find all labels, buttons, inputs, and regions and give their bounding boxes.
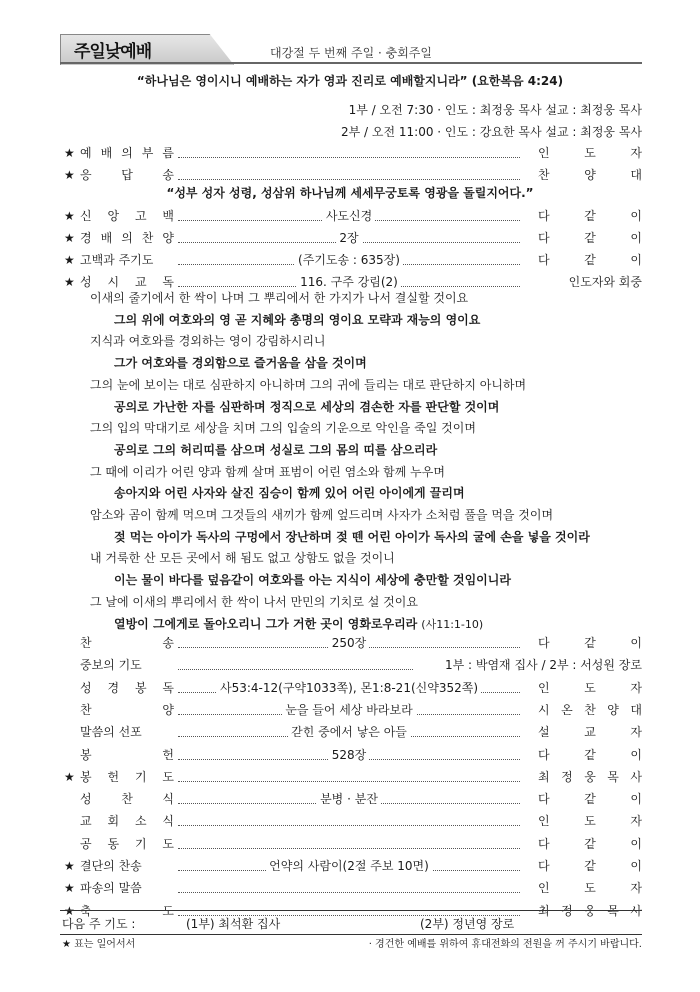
order-item-label: 공 동 기 도	[80, 836, 174, 851]
reading-line-congregation: 공의로 가난한 자를 심판하며 정직으로 세상의 겸손한 자를 판단할 것이며	[114, 399, 500, 414]
order-item-label: 성 경 봉 독	[80, 680, 174, 695]
order-item-label: 봉 헌	[80, 747, 174, 762]
order-item-label: 교 회 소 식	[80, 814, 174, 829]
stand-marker: ★	[64, 903, 75, 918]
leader-dots	[178, 179, 520, 180]
order-item-label: 경 배 의 찬 양	[80, 231, 174, 245]
stand-marker: ★	[64, 209, 75, 223]
stand-marker: ★	[64, 881, 75, 896]
footer-rule-bottom	[60, 934, 642, 935]
reading-line-leader: 그 날에 이새의 뿌리에서 한 싹이 나서 만민의 기치로 설 것이요	[90, 594, 418, 609]
order-item-label: 결단의 찬송	[80, 859, 142, 873]
reading-line-leader: 그의 입의 막대기로 세상을 치며 그의 입술의 기운으로 악인을 죽일 것이며	[90, 421, 476, 436]
reading-line-leader: 지식과 여호와를 경외하는 영이 강림하시리니	[90, 334, 326, 349]
next-prayer-1: (1부) 최석환 집사	[186, 917, 281, 931]
reading-line-congregation: 송아지와 어린 사자와 살진 짐승이 함께 있어 어린 아이에게 끌리며	[114, 486, 465, 501]
order-item-content: 눈을 들어 세상 바라보라	[282, 703, 415, 717]
order-item-label: 찬 양	[80, 702, 174, 717]
order-item-leader: 다 같 이	[538, 747, 642, 762]
reading-line-congregation: 열방이 그에게로 돌아오리니 그가 거한 곳이 영화로우리라 (사11:1-10)	[114, 616, 484, 631]
order-item-label: 축 도	[80, 903, 174, 918]
leader-dots	[178, 825, 520, 826]
order-item-content: 언약의 사람이(2절 주보 10면)	[266, 859, 432, 873]
section-header	[60, 32, 642, 64]
stand-marker: ★	[64, 168, 75, 182]
reading-line-congregation: 이는 물이 바다를 덮음같이 여호와를 아는 지식이 세상에 충만할 것임이니라	[114, 573, 511, 588]
next-prayer-label: 다음 주 기도 :	[62, 917, 136, 931]
section-title: 주일낮예배	[74, 42, 152, 62]
order-item-label: 응 답 송	[80, 168, 174, 182]
stand-marker: ★	[64, 231, 75, 245]
footer-rule-top	[60, 910, 642, 911]
order-item-leader: 최 정 웅 목 사	[538, 769, 642, 784]
leader-dots	[178, 669, 413, 670]
order-item-label: 찬 송	[80, 636, 174, 650]
order-item-label: 성 시 교 독	[80, 275, 174, 289]
reading-line-leader: 그 때에 이리가 어린 양과 함께 살며 표범이 어린 염소와 함께 누우며	[90, 464, 445, 479]
order-item-leader: 설 교 자	[538, 725, 642, 740]
stand-marker: ★	[64, 275, 75, 289]
order-item-leader: 인 도 자	[538, 881, 642, 896]
reading-line-congregation: 젖 먹는 아이가 독사의 구멍에서 장난하며 젖 뗀 어린 아이가 독사의 굴에 손을 넣을 것이라	[114, 529, 590, 544]
order-item-content: 사도신경	[323, 209, 375, 223]
order-item-label: 고백과 주기도	[80, 253, 154, 267]
order-item-label: 파송의 말씀	[80, 881, 142, 896]
order-item-leader: 최 정 웅 목 사	[538, 903, 642, 918]
reading-line-congregation: 그의 위에 여호와의 영 곧 지혜와 총명의 영이요 모략과 재능의 영이요	[114, 312, 481, 327]
order-item-leader: 다 같 이	[538, 209, 642, 223]
order-item-leader: 찬 양 대	[538, 168, 642, 182]
reading-line-congregation: 공의로 그의 허리띠를 삼으며 성실로 그의 몸의 띠를 삼으리라	[114, 442, 438, 457]
order-item-content: 갇힌 중에서 낳은 아들	[288, 725, 410, 739]
order-item-leader: 다 같 이	[538, 836, 642, 851]
stand-marker: ★	[64, 769, 75, 784]
order-item-leader: 다 같 이	[538, 636, 642, 650]
order-item-content: 116. 구주 강림(2)	[297, 275, 401, 289]
stand-marker: ★	[64, 146, 75, 160]
stand-marker: ★	[64, 859, 75, 873]
order-item-label: 중보의 기도	[80, 658, 142, 673]
header-rule	[60, 62, 642, 64]
reading-line-leader: 이새의 줄기에서 한 싹이 나며 그 뿌리에서 한 가지가 나서 결실할 것이요	[90, 291, 469, 305]
phone-note: · 경건한 예배를 위하여 휴대전화의 전원을 꺼 주시기 바랍니다.	[368, 939, 642, 950]
section-subtitle: 대강절 두 번째 주일 · 충회주일	[270, 46, 432, 60]
stand-marker: ★	[64, 253, 75, 267]
leader-dots	[178, 157, 520, 158]
next-prayer-2: (2부) 정년영 장로	[420, 917, 515, 931]
service-info-1: 1부 / 오전 7:30 · 인도 : 최정웅 목사 설교 : 최정웅 목사	[348, 103, 642, 117]
order-item-leader: 인 도 자	[538, 680, 642, 695]
order-item-leader: 다 같 이	[538, 792, 642, 807]
order-item-label: 말씀의 선포	[80, 725, 142, 740]
order-item-label: 신 앙 고 백	[80, 209, 174, 223]
order-item-label: 봉 헌 기 도	[80, 769, 174, 784]
order-item-label: 성 찬 식	[80, 792, 174, 807]
reading-line-leader: 내 거룩한 산 모든 곳에서 해 됨도 없고 상함도 없을 것이니	[90, 551, 395, 566]
reading-reference: (사11:1-10)	[421, 617, 484, 631]
service-info-2: 2부 / 오전 11:00 · 인도 : 강요한 목사 설교 : 최정웅 목사	[341, 125, 642, 139]
order-item-leader: 다 같 이	[538, 231, 642, 245]
order-item-content: 분병 · 분잔	[317, 792, 381, 806]
order-item-content: 528장	[329, 748, 370, 762]
reading-line-leader: 그의 눈에 보이는 대로 심판하지 아니하며 그의 귀에 들리는 대로 판단하지 아니하며	[90, 377, 527, 392]
leader-dots	[178, 848, 520, 849]
order-item-content: 2장	[336, 231, 361, 245]
theme-quote: “하나님은 영이시니 예배하는 자가 영과 진리로 예배할지니라” (요한복음 4:24)	[136, 74, 564, 88]
order-item-content: 사53:4-12(구약1033쪽), 몬1:8-21(신약352쪽)	[217, 681, 481, 695]
order-item-leader: 시 온 찬 양 대	[538, 702, 642, 717]
leader-dots	[178, 781, 520, 782]
doxology-quote: “성부 성자 성령, 성삼위 하나님께 세세무궁토록 영광을 돌릴지어다.”	[166, 186, 534, 200]
order-item-leader: 1부 : 박염재 집사 / 2부 : 서성원 장로	[444, 658, 642, 673]
order-item-leader: 인도자와 회중	[568, 275, 642, 289]
order-item-leader: 다 같 이	[538, 253, 642, 267]
reading-line-congregation: 그가 여호와를 경외함으로 즐거움을 삼을 것이며	[114, 356, 367, 371]
order-item-leader: 인 도 자	[538, 814, 642, 829]
order-item-content: (주기도송 : 635장)	[295, 253, 403, 267]
order-item-leader: 다 같 이	[538, 859, 642, 873]
reading-line-leader: 암소와 곰이 함께 먹으며 그것들의 새끼가 함께 엎드리며 사자가 소처럼 풀을 먹을 것이며	[90, 508, 554, 522]
order-item-leader: 인 도 자	[538, 146, 642, 160]
star-note: ★ 표는 일어서서	[62, 939, 136, 950]
leader-dots	[178, 892, 520, 893]
order-item-content: 250장	[329, 636, 370, 650]
order-item-label: 예 배 의 부 름	[80, 146, 174, 160]
